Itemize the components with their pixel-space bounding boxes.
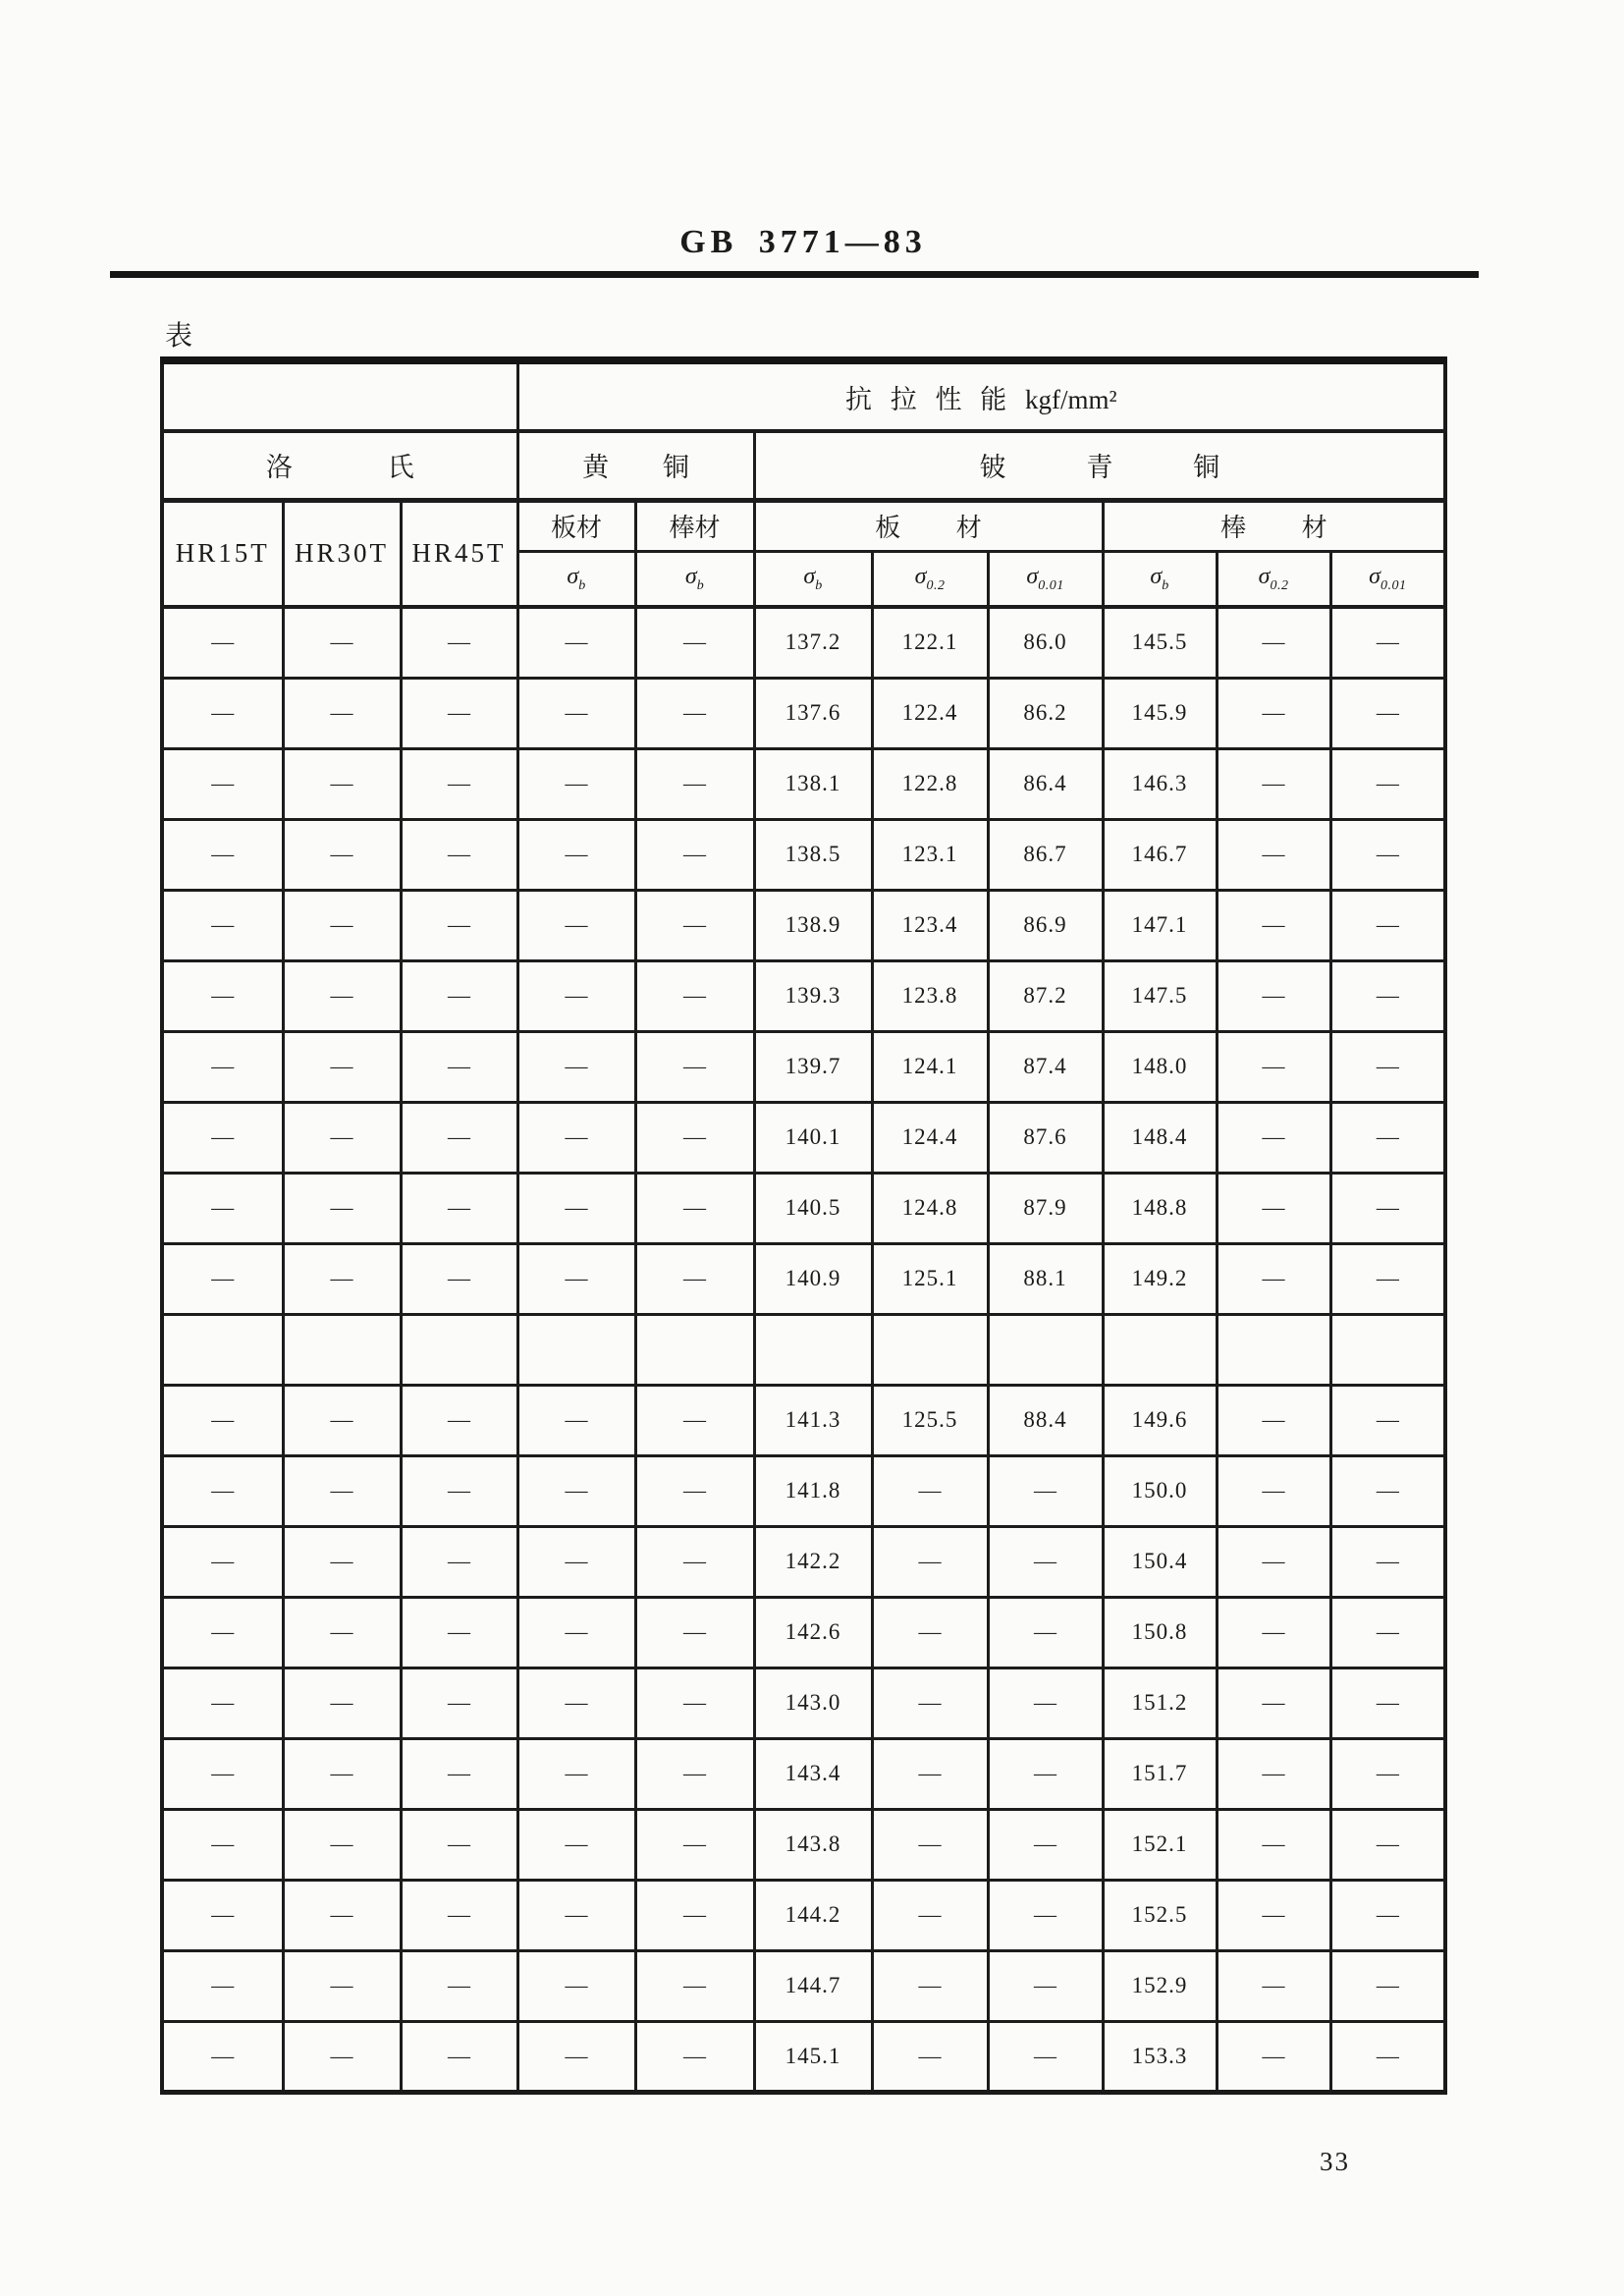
sigma-header-bb-bar-001 bbox=[1330, 551, 1445, 607]
table-header bbox=[162, 360, 1445, 607]
table-cell: — bbox=[1330, 607, 1445, 678]
table-cell: — bbox=[1217, 607, 1330, 678]
table-cell: 146.3 bbox=[1103, 748, 1217, 819]
table-cell: — bbox=[635, 678, 754, 748]
table-cell: 141.3 bbox=[754, 1385, 872, 1455]
column-header-hr45t: HR45T bbox=[401, 500, 517, 607]
table-label: 表 bbox=[165, 321, 193, 352]
sigma-subscript: b bbox=[696, 577, 705, 593]
table-cell: 145.5 bbox=[1103, 607, 1217, 678]
sigma-header-bb-plate-02 bbox=[872, 551, 988, 607]
table-cell: — bbox=[1217, 1880, 1330, 1950]
table-row bbox=[162, 1738, 1445, 1809]
table-cell: — bbox=[401, 1950, 517, 2021]
table-cell: — bbox=[283, 678, 401, 748]
table-cell: — bbox=[283, 1667, 401, 1738]
table-cell: — bbox=[517, 960, 635, 1031]
table-cell: 138.5 bbox=[754, 819, 872, 890]
table-cell: 138.9 bbox=[754, 890, 872, 960]
header-blank-cell bbox=[162, 360, 517, 431]
table-cell: — bbox=[1330, 819, 1445, 890]
table-cell: — bbox=[872, 1950, 988, 2021]
table-cell: — bbox=[401, 819, 517, 890]
table-cell bbox=[517, 1314, 635, 1385]
table-cell: — bbox=[162, 1950, 283, 2021]
table-cell: — bbox=[635, 1455, 754, 1526]
table-cell: — bbox=[988, 1809, 1103, 1880]
table-cell bbox=[162, 1314, 283, 1385]
rockwell-heading: 洛 氏 bbox=[162, 431, 517, 500]
table-cell: 138.1 bbox=[754, 748, 872, 819]
bb-plate-header: 板 材 bbox=[754, 500, 1103, 551]
table-cell: — bbox=[1330, 1597, 1445, 1667]
table-cell: — bbox=[635, 1667, 754, 1738]
table-cell: 149.2 bbox=[1103, 1243, 1217, 1314]
header-row-groups bbox=[162, 431, 1445, 500]
table-cell: 123.8 bbox=[872, 960, 988, 1031]
table-cell: — bbox=[162, 1385, 283, 1455]
sigma-subscript: b bbox=[578, 577, 586, 593]
table-row bbox=[162, 1385, 1445, 1455]
table-cell: — bbox=[517, 890, 635, 960]
table-cell: — bbox=[988, 1597, 1103, 1667]
table-cell: 140.5 bbox=[754, 1173, 872, 1243]
table-cell: — bbox=[162, 1031, 283, 1102]
sigma-symbol: σ bbox=[1258, 563, 1271, 589]
table-cell: — bbox=[988, 1667, 1103, 1738]
table-cell: — bbox=[517, 1243, 635, 1314]
table-cell: — bbox=[401, 1880, 517, 1950]
table-cell: — bbox=[401, 748, 517, 819]
table-cell: — bbox=[635, 1173, 754, 1243]
table-cell: — bbox=[162, 1809, 283, 1880]
table-cell: 151.2 bbox=[1103, 1667, 1217, 1738]
table-cell: — bbox=[162, 1102, 283, 1173]
table-cell: 86.2 bbox=[988, 678, 1103, 748]
table-cell: 86.9 bbox=[988, 890, 1103, 960]
table-cell: 148.0 bbox=[1103, 1031, 1217, 1102]
table-cell: — bbox=[1330, 1455, 1445, 1526]
table-body bbox=[162, 607, 1445, 2092]
table-cell: 147.1 bbox=[1103, 890, 1217, 960]
table-cell: 144.7 bbox=[754, 1950, 872, 2021]
table-cell: — bbox=[517, 1597, 635, 1667]
table-cell: — bbox=[1217, 1667, 1330, 1738]
table-cell: — bbox=[283, 1102, 401, 1173]
table-cell: — bbox=[162, 1455, 283, 1526]
table-cell: — bbox=[988, 1455, 1103, 1526]
table-cell: — bbox=[1217, 960, 1330, 1031]
header-row-units bbox=[162, 360, 1445, 431]
sigma-symbol: σ bbox=[803, 563, 816, 589]
table-cell: — bbox=[872, 1809, 988, 1880]
table-cell: 123.4 bbox=[872, 890, 988, 960]
table-cell: 124.4 bbox=[872, 1102, 988, 1173]
table-cell: — bbox=[162, 678, 283, 748]
table-cell: 153.3 bbox=[1103, 2021, 1217, 2092]
table-cell: — bbox=[162, 607, 283, 678]
header-row-materials bbox=[162, 500, 1445, 551]
beryllium-bronze-heading: 铍 青 铜 bbox=[754, 431, 1445, 500]
table-row bbox=[162, 2021, 1445, 2092]
table-cell: — bbox=[517, 1880, 635, 1950]
sigma-header-brass-plate-b bbox=[517, 551, 635, 607]
table-cell: — bbox=[1217, 1455, 1330, 1526]
table-cell: — bbox=[635, 1880, 754, 1950]
table-cell: — bbox=[1217, 678, 1330, 748]
table-cell: 86.4 bbox=[988, 748, 1103, 819]
table-cell: — bbox=[162, 960, 283, 1031]
table-cell: — bbox=[401, 1243, 517, 1314]
table-cell: 140.1 bbox=[754, 1102, 872, 1173]
table-cell: — bbox=[162, 1526, 283, 1597]
table-cell: 148.4 bbox=[1103, 1102, 1217, 1173]
table-cell: — bbox=[162, 748, 283, 819]
table-cell: — bbox=[1330, 1031, 1445, 1102]
column-header-hr30t: HR30T bbox=[283, 500, 401, 607]
table-cell: — bbox=[988, 1738, 1103, 1809]
table-cell: 145.9 bbox=[1103, 678, 1217, 748]
table-cell: 86.0 bbox=[988, 607, 1103, 678]
table-cell: — bbox=[401, 1526, 517, 1597]
table-cell: — bbox=[1330, 1173, 1445, 1243]
table-cell: 150.4 bbox=[1103, 1526, 1217, 1597]
table-cell: 87.9 bbox=[988, 1173, 1103, 1243]
table-cell: — bbox=[1330, 1102, 1445, 1173]
table-cell: — bbox=[162, 1880, 283, 1950]
table-cell: — bbox=[517, 1667, 635, 1738]
table-cell: — bbox=[517, 1385, 635, 1455]
table-cell: — bbox=[1217, 819, 1330, 890]
sigma-header-bb-bar-02 bbox=[1217, 551, 1330, 607]
table-cell: 152.1 bbox=[1103, 1809, 1217, 1880]
table-cell: — bbox=[988, 1880, 1103, 1950]
table-cell: — bbox=[1217, 2021, 1330, 2092]
table-cell bbox=[1330, 1314, 1445, 1385]
table-cell: — bbox=[872, 1597, 988, 1667]
table-cell bbox=[872, 1314, 988, 1385]
table-cell bbox=[401, 1314, 517, 1385]
table-cell: 88.4 bbox=[988, 1385, 1103, 1455]
brass-bar-header: 棒材 bbox=[635, 500, 754, 551]
table-cell: — bbox=[401, 1031, 517, 1102]
table-cell: 122.8 bbox=[872, 748, 988, 819]
table-cell: 143.4 bbox=[754, 1738, 872, 1809]
table-cell: — bbox=[283, 2021, 401, 2092]
table-cell: — bbox=[283, 1809, 401, 1880]
table-cell: — bbox=[1217, 1385, 1330, 1455]
table-cell: — bbox=[401, 1385, 517, 1455]
table-cell: — bbox=[872, 1880, 988, 1950]
table-cell: 139.7 bbox=[754, 1031, 872, 1102]
table-cell: — bbox=[635, 1243, 754, 1314]
sigma-subscript: 0.2 bbox=[1270, 577, 1289, 593]
sigma-subscript: b bbox=[815, 577, 823, 593]
table-cell: 87.4 bbox=[988, 1031, 1103, 1102]
table-cell: — bbox=[1330, 1738, 1445, 1809]
table-cell: — bbox=[283, 1597, 401, 1667]
table-cell: 137.2 bbox=[754, 607, 872, 678]
table-cell: — bbox=[517, 1173, 635, 1243]
table-cell: — bbox=[162, 1667, 283, 1738]
table-cell: — bbox=[283, 960, 401, 1031]
table-cell: — bbox=[283, 1173, 401, 1243]
table-cell: 147.5 bbox=[1103, 960, 1217, 1031]
table-row bbox=[162, 1031, 1445, 1102]
table-cell: 124.8 bbox=[872, 1173, 988, 1243]
table-cell: — bbox=[635, 1809, 754, 1880]
table-cell: — bbox=[283, 1031, 401, 1102]
table-cell: 145.1 bbox=[754, 2021, 872, 2092]
table-cell bbox=[1103, 1314, 1217, 1385]
table-cell: — bbox=[1217, 1738, 1330, 1809]
table-cell: — bbox=[1330, 1880, 1445, 1950]
table-cell: — bbox=[162, 1243, 283, 1314]
sigma-symbol: σ bbox=[914, 563, 927, 589]
table-empty-row bbox=[162, 1314, 1445, 1385]
table-row bbox=[162, 960, 1445, 1031]
table-cell: — bbox=[401, 607, 517, 678]
table-row bbox=[162, 1950, 1445, 2021]
table-cell: — bbox=[1330, 1667, 1445, 1738]
sigma-symbol: σ bbox=[1026, 563, 1039, 589]
table-cell: — bbox=[1217, 890, 1330, 960]
table-cell: 149.6 bbox=[1103, 1385, 1217, 1455]
table-cell: 150.0 bbox=[1103, 1455, 1217, 1526]
table-cell: — bbox=[517, 1102, 635, 1173]
table-cell: 142.6 bbox=[754, 1597, 872, 1667]
table-cell: — bbox=[401, 1597, 517, 1667]
brass-heading: 黄 铜 bbox=[517, 431, 754, 500]
table-cell: — bbox=[1217, 1809, 1330, 1880]
table-cell: — bbox=[283, 1243, 401, 1314]
sigma-header-bb-plate-001 bbox=[988, 551, 1103, 607]
table-cell: — bbox=[1330, 2021, 1445, 2092]
table-cell: — bbox=[635, 748, 754, 819]
brass-plate-header: 板材 bbox=[517, 500, 635, 551]
table-row bbox=[162, 1102, 1445, 1173]
table-cell: — bbox=[635, 960, 754, 1031]
table-cell: — bbox=[1330, 890, 1445, 960]
sigma-subscript: b bbox=[1162, 577, 1169, 593]
sigma-subscript: 0.01 bbox=[1380, 577, 1407, 593]
table-cell: — bbox=[517, 1031, 635, 1102]
table-cell: 123.1 bbox=[872, 819, 988, 890]
conversion-table bbox=[160, 356, 1447, 2095]
table-cell: — bbox=[1217, 1526, 1330, 1597]
table-cell: — bbox=[401, 678, 517, 748]
table-cell: — bbox=[517, 1809, 635, 1880]
table-cell: — bbox=[635, 1526, 754, 1597]
table-cell: — bbox=[162, 2021, 283, 2092]
table-cell: 152.5 bbox=[1103, 1880, 1217, 1950]
table-cell: — bbox=[988, 2021, 1103, 2092]
table-cell: — bbox=[401, 1738, 517, 1809]
table-cell: — bbox=[872, 1738, 988, 1809]
table-cell: — bbox=[872, 1455, 988, 1526]
table-cell: 140.9 bbox=[754, 1243, 872, 1314]
table-cell: — bbox=[988, 1526, 1103, 1597]
table-cell: — bbox=[635, 890, 754, 960]
table-cell: — bbox=[1217, 1031, 1330, 1102]
table-cell: — bbox=[162, 1597, 283, 1667]
table-cell: — bbox=[401, 1102, 517, 1173]
standard-number-title: GB 3771—83 bbox=[679, 224, 927, 260]
table-row bbox=[162, 1809, 1445, 1880]
table-cell: — bbox=[1330, 1526, 1445, 1597]
table-cell: — bbox=[872, 1667, 988, 1738]
table-cell: — bbox=[162, 1738, 283, 1809]
sigma-header-brass-bar-b bbox=[635, 551, 754, 607]
table-cell bbox=[754, 1314, 872, 1385]
table-cell: — bbox=[401, 1173, 517, 1243]
table-cell: — bbox=[1217, 1597, 1330, 1667]
table-cell: — bbox=[635, 1102, 754, 1173]
table-cell: — bbox=[872, 2021, 988, 2092]
table-cell: 146.7 bbox=[1103, 819, 1217, 890]
table-cell: — bbox=[988, 1950, 1103, 2021]
table-cell: — bbox=[517, 819, 635, 890]
sigma-symbol: σ bbox=[567, 563, 579, 589]
bb-bar-header: 棒 材 bbox=[1103, 500, 1445, 551]
table-cell: 88.1 bbox=[988, 1243, 1103, 1314]
table-cell: 86.7 bbox=[988, 819, 1103, 890]
table-cell bbox=[1217, 1314, 1330, 1385]
table-cell: — bbox=[635, 1597, 754, 1667]
table-row bbox=[162, 748, 1445, 819]
header-rule bbox=[110, 271, 1479, 278]
table-cell: — bbox=[401, 1809, 517, 1880]
table-cell: — bbox=[635, 1031, 754, 1102]
table-cell: — bbox=[401, 890, 517, 960]
table-cell: — bbox=[635, 1385, 754, 1455]
table-row bbox=[162, 607, 1445, 678]
table-cell: — bbox=[1330, 1385, 1445, 1455]
table-cell: — bbox=[283, 1950, 401, 2021]
table-cell: 137.6 bbox=[754, 678, 872, 748]
table-cell: 125.5 bbox=[872, 1385, 988, 1455]
table-cell: — bbox=[401, 2021, 517, 2092]
table-cell: 141.8 bbox=[754, 1455, 872, 1526]
table-cell: 87.6 bbox=[988, 1102, 1103, 1173]
tensile-properties-heading: 抗 拉 性 能 kgf/mm² bbox=[517, 360, 1445, 431]
table-row bbox=[162, 1880, 1445, 1950]
table-cell: — bbox=[162, 890, 283, 960]
table-cell: — bbox=[872, 1526, 988, 1597]
table-cell: — bbox=[283, 1385, 401, 1455]
sigma-header-bb-plate-b bbox=[754, 551, 872, 607]
table-cell bbox=[283, 1314, 401, 1385]
table-row bbox=[162, 890, 1445, 960]
sigma-header-bb-bar-b bbox=[1103, 551, 1217, 607]
table-cell: 124.1 bbox=[872, 1031, 988, 1102]
sigma-symbol: σ bbox=[1150, 563, 1163, 589]
table-cell: 150.8 bbox=[1103, 1597, 1217, 1667]
sigma-subscript: 0.2 bbox=[926, 577, 946, 593]
table-cell: 151.7 bbox=[1103, 1738, 1217, 1809]
table-cell: — bbox=[162, 819, 283, 890]
table-row bbox=[162, 819, 1445, 890]
table-cell: — bbox=[517, 1455, 635, 1526]
table-row bbox=[162, 1526, 1445, 1597]
table-cell: — bbox=[517, 748, 635, 819]
table-cell: — bbox=[635, 1950, 754, 2021]
table-cell: 87.2 bbox=[988, 960, 1103, 1031]
table-cell: — bbox=[635, 1738, 754, 1809]
table-cell: — bbox=[1330, 748, 1445, 819]
table-cell: — bbox=[401, 1455, 517, 1526]
table-cell: 139.3 bbox=[754, 960, 872, 1031]
table-cell: — bbox=[1330, 678, 1445, 748]
table-cell: — bbox=[517, 678, 635, 748]
table-cell: — bbox=[517, 1526, 635, 1597]
table-cell: — bbox=[283, 1738, 401, 1809]
table-row bbox=[162, 1173, 1445, 1243]
table-cell: — bbox=[283, 1455, 401, 1526]
table-cell: 122.4 bbox=[872, 678, 988, 748]
table-cell: — bbox=[635, 2021, 754, 2092]
table-cell: — bbox=[517, 2021, 635, 2092]
table-cell: — bbox=[517, 1950, 635, 2021]
table-cell: 148.8 bbox=[1103, 1173, 1217, 1243]
table-cell: — bbox=[635, 819, 754, 890]
table-row bbox=[162, 678, 1445, 748]
table-row bbox=[162, 1667, 1445, 1738]
table-cell: — bbox=[283, 1880, 401, 1950]
table-cell: — bbox=[1217, 748, 1330, 819]
table-cell: — bbox=[1330, 1950, 1445, 2021]
table-cell: — bbox=[162, 1173, 283, 1243]
table-cell: — bbox=[401, 960, 517, 1031]
table-row bbox=[162, 1455, 1445, 1526]
table-cell: 143.0 bbox=[754, 1667, 872, 1738]
page-number: 33 bbox=[1320, 2147, 1350, 2176]
table-cell bbox=[988, 1314, 1103, 1385]
table-cell: — bbox=[1330, 1809, 1445, 1880]
table-cell bbox=[635, 1314, 754, 1385]
table-cell: 144.2 bbox=[754, 1880, 872, 1950]
sigma-symbol: σ bbox=[684, 563, 697, 589]
table-cell: — bbox=[1217, 1950, 1330, 2021]
table-cell: — bbox=[1217, 1173, 1330, 1243]
table-cell: — bbox=[635, 607, 754, 678]
table-cell: — bbox=[283, 1526, 401, 1597]
table-cell: — bbox=[1330, 960, 1445, 1031]
table-row bbox=[162, 1597, 1445, 1667]
table-cell: 142.2 bbox=[754, 1526, 872, 1597]
table-cell: 143.8 bbox=[754, 1809, 872, 1880]
table-cell: — bbox=[401, 1667, 517, 1738]
table-cell: — bbox=[1217, 1102, 1330, 1173]
table-cell: 125.1 bbox=[872, 1243, 988, 1314]
table-cell: — bbox=[283, 748, 401, 819]
table-cell: — bbox=[283, 819, 401, 890]
table-cell: — bbox=[1330, 1243, 1445, 1314]
table-cell: — bbox=[1217, 1243, 1330, 1314]
table-row bbox=[162, 1243, 1445, 1314]
table-cell: 122.1 bbox=[872, 607, 988, 678]
column-header-hr15t: HR15T bbox=[162, 500, 283, 607]
sigma-symbol: σ bbox=[1369, 563, 1380, 589]
table-cell: — bbox=[517, 607, 635, 678]
table-cell: — bbox=[283, 607, 401, 678]
table-cell: — bbox=[517, 1738, 635, 1809]
sigma-subscript: 0.01 bbox=[1038, 577, 1064, 593]
table-cell: — bbox=[283, 890, 401, 960]
table-cell: 152.9 bbox=[1103, 1950, 1217, 2021]
